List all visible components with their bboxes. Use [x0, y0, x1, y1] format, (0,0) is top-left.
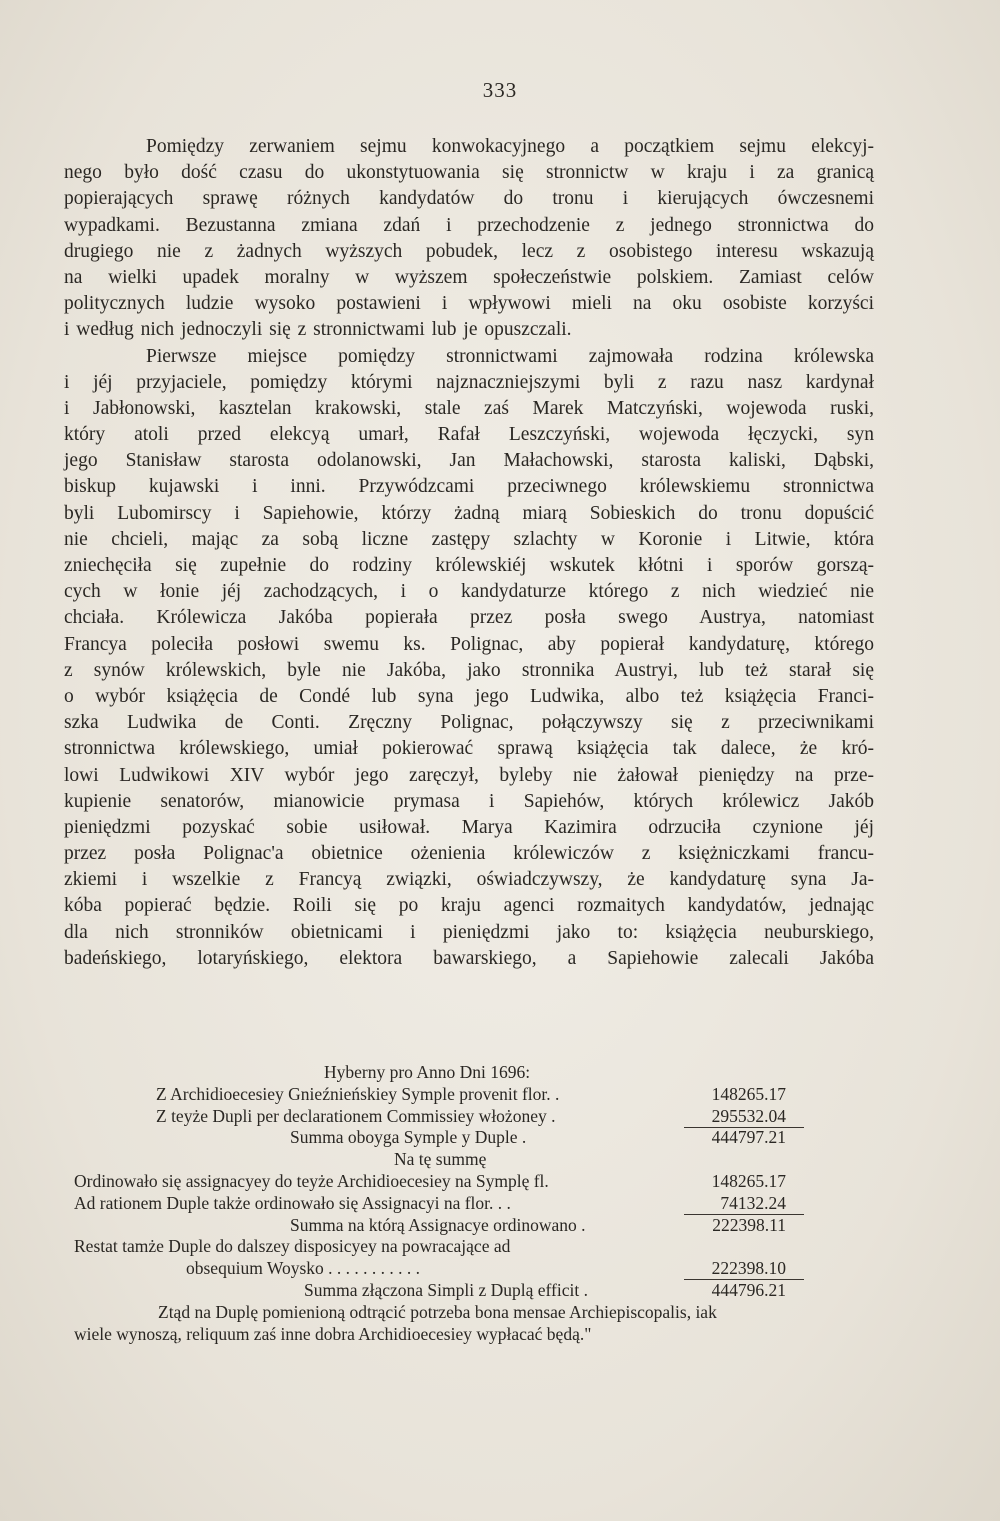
text-line: szka Ludwika de Conti. Zręczny Polignac, połączywszy się z przeciwnikami — [64, 712, 874, 734]
table-row — [72, 1106, 872, 1128]
text-line: Pomiędzy zerwaniem sejmu konwokacyjnego a początkiem sejmu elekcyj- — [146, 136, 874, 157]
text-line: Pierwsze miejsce pomiędzy stronnictwami zajmowała rodzina królewska — [146, 345, 874, 367]
text-line: i Jabłonowski, kasztelan krakowski, stale zaś Marek Matczyński, wojewoda ruski, — [64, 397, 874, 419]
text-line: byli Lubomirscy i Sapiehowie, którzy żadną miarą Sobieskich do tronu dopuścić — [64, 502, 874, 524]
row-value: 148265.17 — [711, 1170, 786, 1191]
row-label: Na tę summę — [394, 1149, 487, 1170]
text-line: na wielki upadek moralny w wyższem społeczeństwie polskiem. Zamiast celów — [64, 266, 874, 288]
text-line: chciała. Królewicza Jakóba popierała przez posła swego Austrya, natomiast — [64, 607, 874, 629]
table-row — [72, 1324, 872, 1346]
table-row — [72, 1236, 872, 1258]
text-line: zkiemi i wszelkie z Francyą związki, oświadczywszy, że kandydaturę syna Ja- — [64, 869, 874, 891]
text-line: nego było dość czasu do ukonstytuowania się stronnictw w kraju i za granicą — [64, 162, 874, 184]
table-heading-row — [72, 1062, 872, 1084]
text-line: politycznych ludzie wysoko postawieni i wpływowi mieli na oku osobiste korzyści — [64, 293, 874, 315]
row-label: Ordinowało się assignacyey do teyże Archidioecesiey na Symplę fl. — [74, 1170, 549, 1191]
row-label: Summa na którą Assignacye ordinowano . — [290, 1214, 586, 1235]
text-line: kóba popierać będzie. Roili się po kraju agenci rozmaitych kandydatów, jednając — [64, 895, 874, 917]
text-line: jego Stanisław starosta odolanowski, Jan Małachowski, starosta kaliski, Dąbski, — [64, 450, 874, 472]
text-line: zniechęciła się zupełnie do rodziny królewskiéj wskutek kłótni i sporów gorszą- — [64, 555, 874, 576]
table-row — [72, 1127, 872, 1149]
text-line: nie chcieli, mając za sobą liczne zastępy szlachty w Koronie i Litwie, która — [64, 528, 874, 550]
text-line: badeńskiego, lotaryńskiego, elektora bawarskiego, a Sapiehowie zalecali Jakóba — [64, 947, 874, 969]
table-row — [72, 1084, 872, 1106]
table-row — [72, 1193, 872, 1215]
text-line: kupienie senatorów, mianowicie prymasa i Sapiehów, których królewicz Jakób — [64, 790, 874, 812]
text-line: popierających sprawę różnych kandydatów do tronu i kierujących ówczesnemi — [64, 188, 874, 210]
row-value: 74132.24 — [720, 1192, 786, 1213]
table-heading: Hyberny pro Anno Dni 1696: — [324, 1062, 531, 1082]
text-line: i według nich jednoczyli się z stronnictwami lub je opuszczali. — [64, 319, 572, 341]
text-line: lowi Ludwikowi XIV wybór jego zaręczył, byleby nie żałował pieniędzy na prze- — [64, 764, 874, 786]
row-value: 222398.10 — [711, 1258, 786, 1279]
row-label: Summa złączona Simpli z Duplą efficit . — [304, 1279, 588, 1300]
row-label: obsequium Woysko . . . . . . . . . . . — [186, 1258, 421, 1279]
body-text — [64, 134, 874, 972]
text-line: i jéj przyjaciele, pomiędzy którymi najznaczniejszymi byli z razu nasz kardynał — [64, 371, 874, 393]
row-label: Ad rationem Duple także ordinowało się Assignacyi na flor. . . — [74, 1192, 511, 1213]
table-row — [72, 1171, 872, 1193]
text-line: pieniędzmi pozyskać sobie usiłował. Marya Kazimira odrzuciła czynione jéj — [64, 816, 874, 838]
page-number: 333 — [482, 78, 518, 102]
text-line: który atoli przed elekcyą umarł, Rafał Leszczyński, wojewoda łęczycki, syn — [64, 424, 874, 446]
row-value: 295532.04 — [711, 1105, 786, 1126]
text-line: o wybór książęcia de Condé lub syna jego Ludwika, albo też książęcia Franci- — [64, 685, 874, 707]
text-line: Francya poleciła posłowi swemu ks. Polignac, aby popierał kandydaturę, którego — [64, 633, 874, 655]
row-value: 444796.21 — [711, 1279, 786, 1300]
text-line: biskup kujawski i inni. Przywódzcami przeciwnego królewskiemu stronnictwa — [64, 476, 874, 498]
table-row — [72, 1280, 872, 1302]
accounts-table — [72, 1062, 872, 1345]
row-value: 444797.21 — [711, 1127, 786, 1148]
text-line: drugiego nie z żadnych wyższych pobudek, lecz z osobistego interesu wskazują — [64, 240, 874, 262]
text-line: przez posła Polignac'a obietnice ożenienia królewiczów z księżniczkami francu- — [64, 843, 874, 865]
row-label: Summa oboyga Symple y Duple . — [290, 1127, 527, 1148]
text-line: cych w łonie jéj zachodzących, i o kandydaturze którego z nich wiedzieć nie — [64, 581, 874, 603]
row-value: 222398.11 — [712, 1214, 786, 1235]
row-label: Z teyże Dupli per declarationem Commissiey włożoney . — [156, 1105, 556, 1126]
text-line: z synów królewskich, byle nie Jakóba, jako stronnika Austryi, lub też starał się — [64, 659, 874, 681]
row-value: 148265.17 — [711, 1083, 786, 1104]
row-label: Z Archidioecesiey Gnieźnieńskiey Symple provenit flor. . — [156, 1083, 560, 1104]
row-label: Restat tamże Duple do dalszey disposicyey na powracające ad — [74, 1236, 511, 1257]
table-row — [72, 1149, 872, 1171]
text-line: stronnictwa królewskiego, umiał pokierować sprawą książęcia tak dalece, że kró- — [64, 738, 874, 760]
table-row — [72, 1302, 872, 1324]
table-row — [72, 1258, 872, 1280]
row-label: Ztąd na Duplę pomienioną odtrącić potrzeba bona mensae Archiepiscopalis, iak — [158, 1301, 717, 1322]
row-label: wiele wynoszą, reliquum zaś inne dobra Archidioecesiey wypłacać będą." — [74, 1323, 592, 1344]
table-row — [72, 1215, 872, 1237]
text-line: dla nich stronników obietnicami i pieniędzmi jako to: książęcia neuburskiego, — [64, 921, 874, 943]
text-line: wypadkami. Bezustanna zmiana zdań i przechodzenie z jednego stronnictwa do — [64, 214, 874, 236]
